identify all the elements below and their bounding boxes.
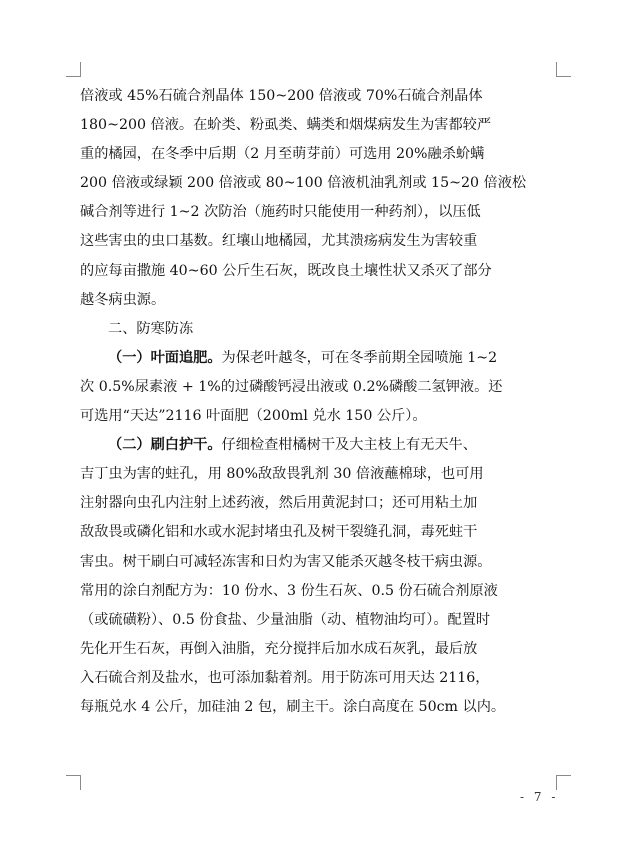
subsection-2-line: 害虫。树干刷白可减轻冻害和日灼为害又能杀灭越冬枝干病虫源。 (80, 553, 492, 570)
subsection-1-line: 可选用“天达”2116 叶面肥（200ml 兑水 150 公斤）。 (80, 408, 427, 425)
paragraph-line: 碱合剂等进行 1~2 次防治（施药时只能使用一种药剂），以压低 (80, 204, 481, 221)
subsection-1-first-line (80, 344, 558, 373)
paragraph-line: 200 倍液或绿颖 200 倍液或 80~100 倍液机油乳剂或 15~20 倍液松 (80, 175, 527, 192)
subsection-1-first-line-text: 为保老叶越冬，可在冬季前期全园喷施 1~2 (221, 349, 498, 366)
crop-mark-top-left (66, 62, 81, 77)
paragraph-line: 180~200 倍液。在蚧类、粉虱类、螨类和烟煤病发生为害都较严 (80, 117, 492, 134)
subsection-2-line: 先化开生石灰，再倒入油脂，充分搅拌后加水成石灰乳，最后放 (80, 640, 478, 657)
paragraph-line: 越冬病虫源。 (80, 291, 166, 308)
paragraph-line: 重的橘园，在冬季中后期（2 月至萌芽前）可选用 20%融杀蚧螨 (80, 146, 485, 163)
crop-mark-bottom-left (66, 775, 81, 790)
subsection-2-line: 注射器向虫孔内注射上述药液，然后用黄泥封口；还可用粘土加 (80, 495, 478, 512)
subsection-2-line: 每瓶兑水 4 公斤，加硅油 2 包，刷主干。涂白高度在 50cm 以内。 (80, 698, 506, 715)
paragraph-line: 这些害虫的虫口基数。红壤山地橘园，尤其溃疡病发生为害较重 (80, 233, 478, 250)
paragraph-line: 的应每亩撒施 40~60 公斤生石灰，既改良土壤性状又杀灭了部分 (80, 262, 492, 279)
subsection-1-heading: （一）叶面追肥。 (108, 349, 222, 366)
subsection-2-first-line (80, 431, 558, 460)
subsection-2-line: （或硫磺粉）、0.5 份食盐、少量油脂（动、植物油均可）。配置时 (80, 611, 491, 628)
paragraph-line: 倍液或 45%石硫合剂晶体 150~200 倍液或 70%石硫合剂晶体 (80, 88, 483, 104)
page-number: - 7 - (520, 790, 559, 804)
subsection-2-line: 入石硫合剂及盐水，也可添加黏着剂。用于防冻可用天达 2116， (80, 669, 490, 686)
body-text (80, 82, 558, 722)
subsection-2-line: 常用的涂白剂配方为：10 份水、3 份生石灰、0.5 份石硫合剂原液 (80, 582, 498, 599)
crop-mark-bottom-right (556, 775, 571, 790)
subsection-1-line: 次 0.5%尿素液 + 1%的过磷酸钙浸出液或 0.2%磷酸二氢钾液。还 (80, 378, 503, 395)
subsection-2-first-line-text: 仔细检查柑橘树干及大主枝上有无天牛、 (221, 437, 477, 454)
subsection-2-line: 敌敌畏或磷化铝和水或水泥封堵虫孔及树干裂缝孔洞，毒死蛀干 (80, 524, 478, 541)
subsection-2-line: 吉丁虫为害的蛀孔，用 80%敌敌畏乳剂 30 倍液蘸棉球，也可用 (80, 466, 484, 483)
crop-mark-top-right (556, 62, 571, 77)
section-heading: 二、防寒防冻 (108, 320, 194, 337)
subsection-2-heading: （二）刷白护干。 (108, 437, 222, 454)
